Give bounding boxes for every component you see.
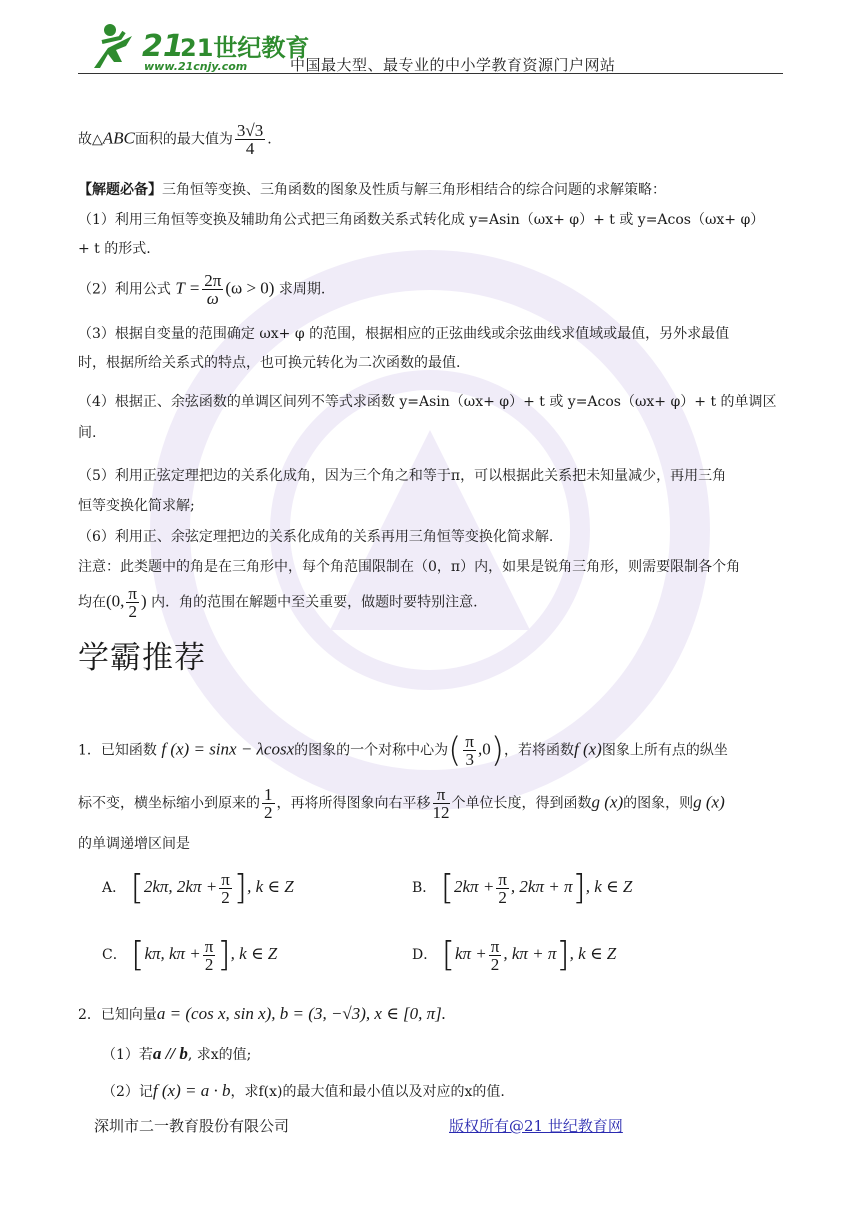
- half-fraction: $\frac{1}{2}$: [264, 785, 273, 822]
- section-title: 学霸推荐: [78, 640, 206, 676]
- site-logo: [80, 18, 310, 74]
- strategy-3a: （3）根据自变量的范围确定 ωx+ φ 的范围，根据相应的正弦曲线或余弦曲线求值域或最值，另外求最值: [78, 326, 730, 342]
- footer-company: 深圳市二一教育股份有限公司: [94, 1117, 290, 1135]
- q2-line-1: 2．已知向量a = (cos x, sin x), b = (3, −√3), x ∈ [0, π].: [78, 1004, 447, 1023]
- center-fraction: $\frac{\pi}{3}$: [465, 732, 474, 769]
- period-fraction: $\frac{2\pi}{\omega}$: [204, 271, 222, 308]
- strategy-3b: 时，根据所给关系式的特点，也可换元转化为二次函数的最值.: [78, 355, 461, 371]
- area-fraction: $\frac{3√3}{4}$: [236, 121, 264, 158]
- option-a[interactable]: A． [2kπ, 2kπ + $\frac{\pi}{2}$ ], k ∈ Z: [102, 868, 294, 908]
- strategy-5b: 恒等变换化简求解;: [78, 498, 195, 514]
- strategy-2: （2）利用公式 T = $\frac{2\pi}{\omega}$ (ω > 0) 求周期.: [78, 271, 326, 308]
- shift-fraction: $\frac{\pi}{12}$: [432, 785, 450, 822]
- logo-text: 21世纪教育: [180, 34, 310, 62]
- q1-line-3: 的单调递增区间是: [78, 836, 190, 852]
- option-d[interactable]: D． [kπ + $\frac{\pi}{2}$ , kπ + π], k ∈ Z: [412, 935, 617, 975]
- note-line-b: 均在(0, $\frac{\pi}{2}$ ) 内．角的范围在解题中至关重要，做题时要特别注意.: [78, 584, 478, 621]
- option-c[interactable]: C． [kπ, kπ + $\frac{\pi}{2}$ ], k ∈ Z: [102, 935, 278, 975]
- half-pi-fraction: $\frac{\pi}{2}$: [128, 584, 138, 621]
- logo-url: www.21cnjy.com: [144, 60, 248, 73]
- header-divider: [78, 73, 783, 74]
- tip-heading: 【解题必备】三角恒等变换、三角函数的图象及性质与解三角形相结合的综合问题的求解策略：: [78, 182, 666, 198]
- svg-text:21: 21: [142, 29, 184, 64]
- site-tagline: 中国最大型、最专业的中小学教育资源门户网站: [290, 56, 616, 74]
- q2-part-1: （1）若a // b, 求x的值;: [102, 1044, 252, 1063]
- conclusion-line: 故△ABC面积的最大值为 $\frac{3√3}{4}$ .: [78, 121, 272, 158]
- strategy-6: （6）利用正、余弦定理把边的关系化成角的关系再用三角恒等变换化简求解.: [78, 529, 554, 545]
- note-line-a: 注意：此类题中的角是在三角形中，每个角范围限制在（0，π）内，如果是锐角三角形，则需要限制各个角: [78, 559, 741, 575]
- strategy-1a: （1）利用三角恒等变换及辅助角公式把三角函数关系式转化成 y=Asin（ωx+ φ）+ t 或 y=Acos（ωx+ φ）: [78, 212, 765, 228]
- footer-copyright-link[interactable]: 版权所有@21 世纪教育网: [449, 1117, 623, 1135]
- strategy-1b: + t 的形式.: [78, 241, 151, 257]
- strategy-5a: （5）利用正弦定理把边的关系化成角，因为三个角之和等于π，可以根据此关系把未知量减少，再用三角: [78, 468, 727, 484]
- q1-line-1: 1．已知函数 f (x) = sinx − λcosx的图象的一个对称中心为( $\frac{\pi}{3}$ ,0)，若将函数f (x)图象上所有点的纵坐: [78, 730, 728, 771]
- strategy-4a: （4）根据正、余弦函数的单调区间列不等式求函数 y=Asin（ωx+ φ）+ t 或 y=Acos（ωx+ φ）+ t 的单调区: [78, 394, 777, 410]
- strategy-4b: 间.: [78, 425, 97, 441]
- option-b[interactable]: B． [2kπ + $\frac{\pi}{2}$ , 2kπ + π], k ∈ Z: [412, 868, 633, 908]
- runner-icon: [94, 24, 132, 68]
- q2-part-2: （2）记f (x) = a · b，求f(x)的最大值和最小值以及对应的x的值.: [102, 1081, 505, 1100]
- q1-line-2: 标不变，横坐标缩小到原来的 $\frac{1}{2}$ ，再将所得图象向右平移 $\frac{\pi}{12}$ 个单位长度，得到函数g (x)的图象，则g (x): [78, 785, 725, 822]
